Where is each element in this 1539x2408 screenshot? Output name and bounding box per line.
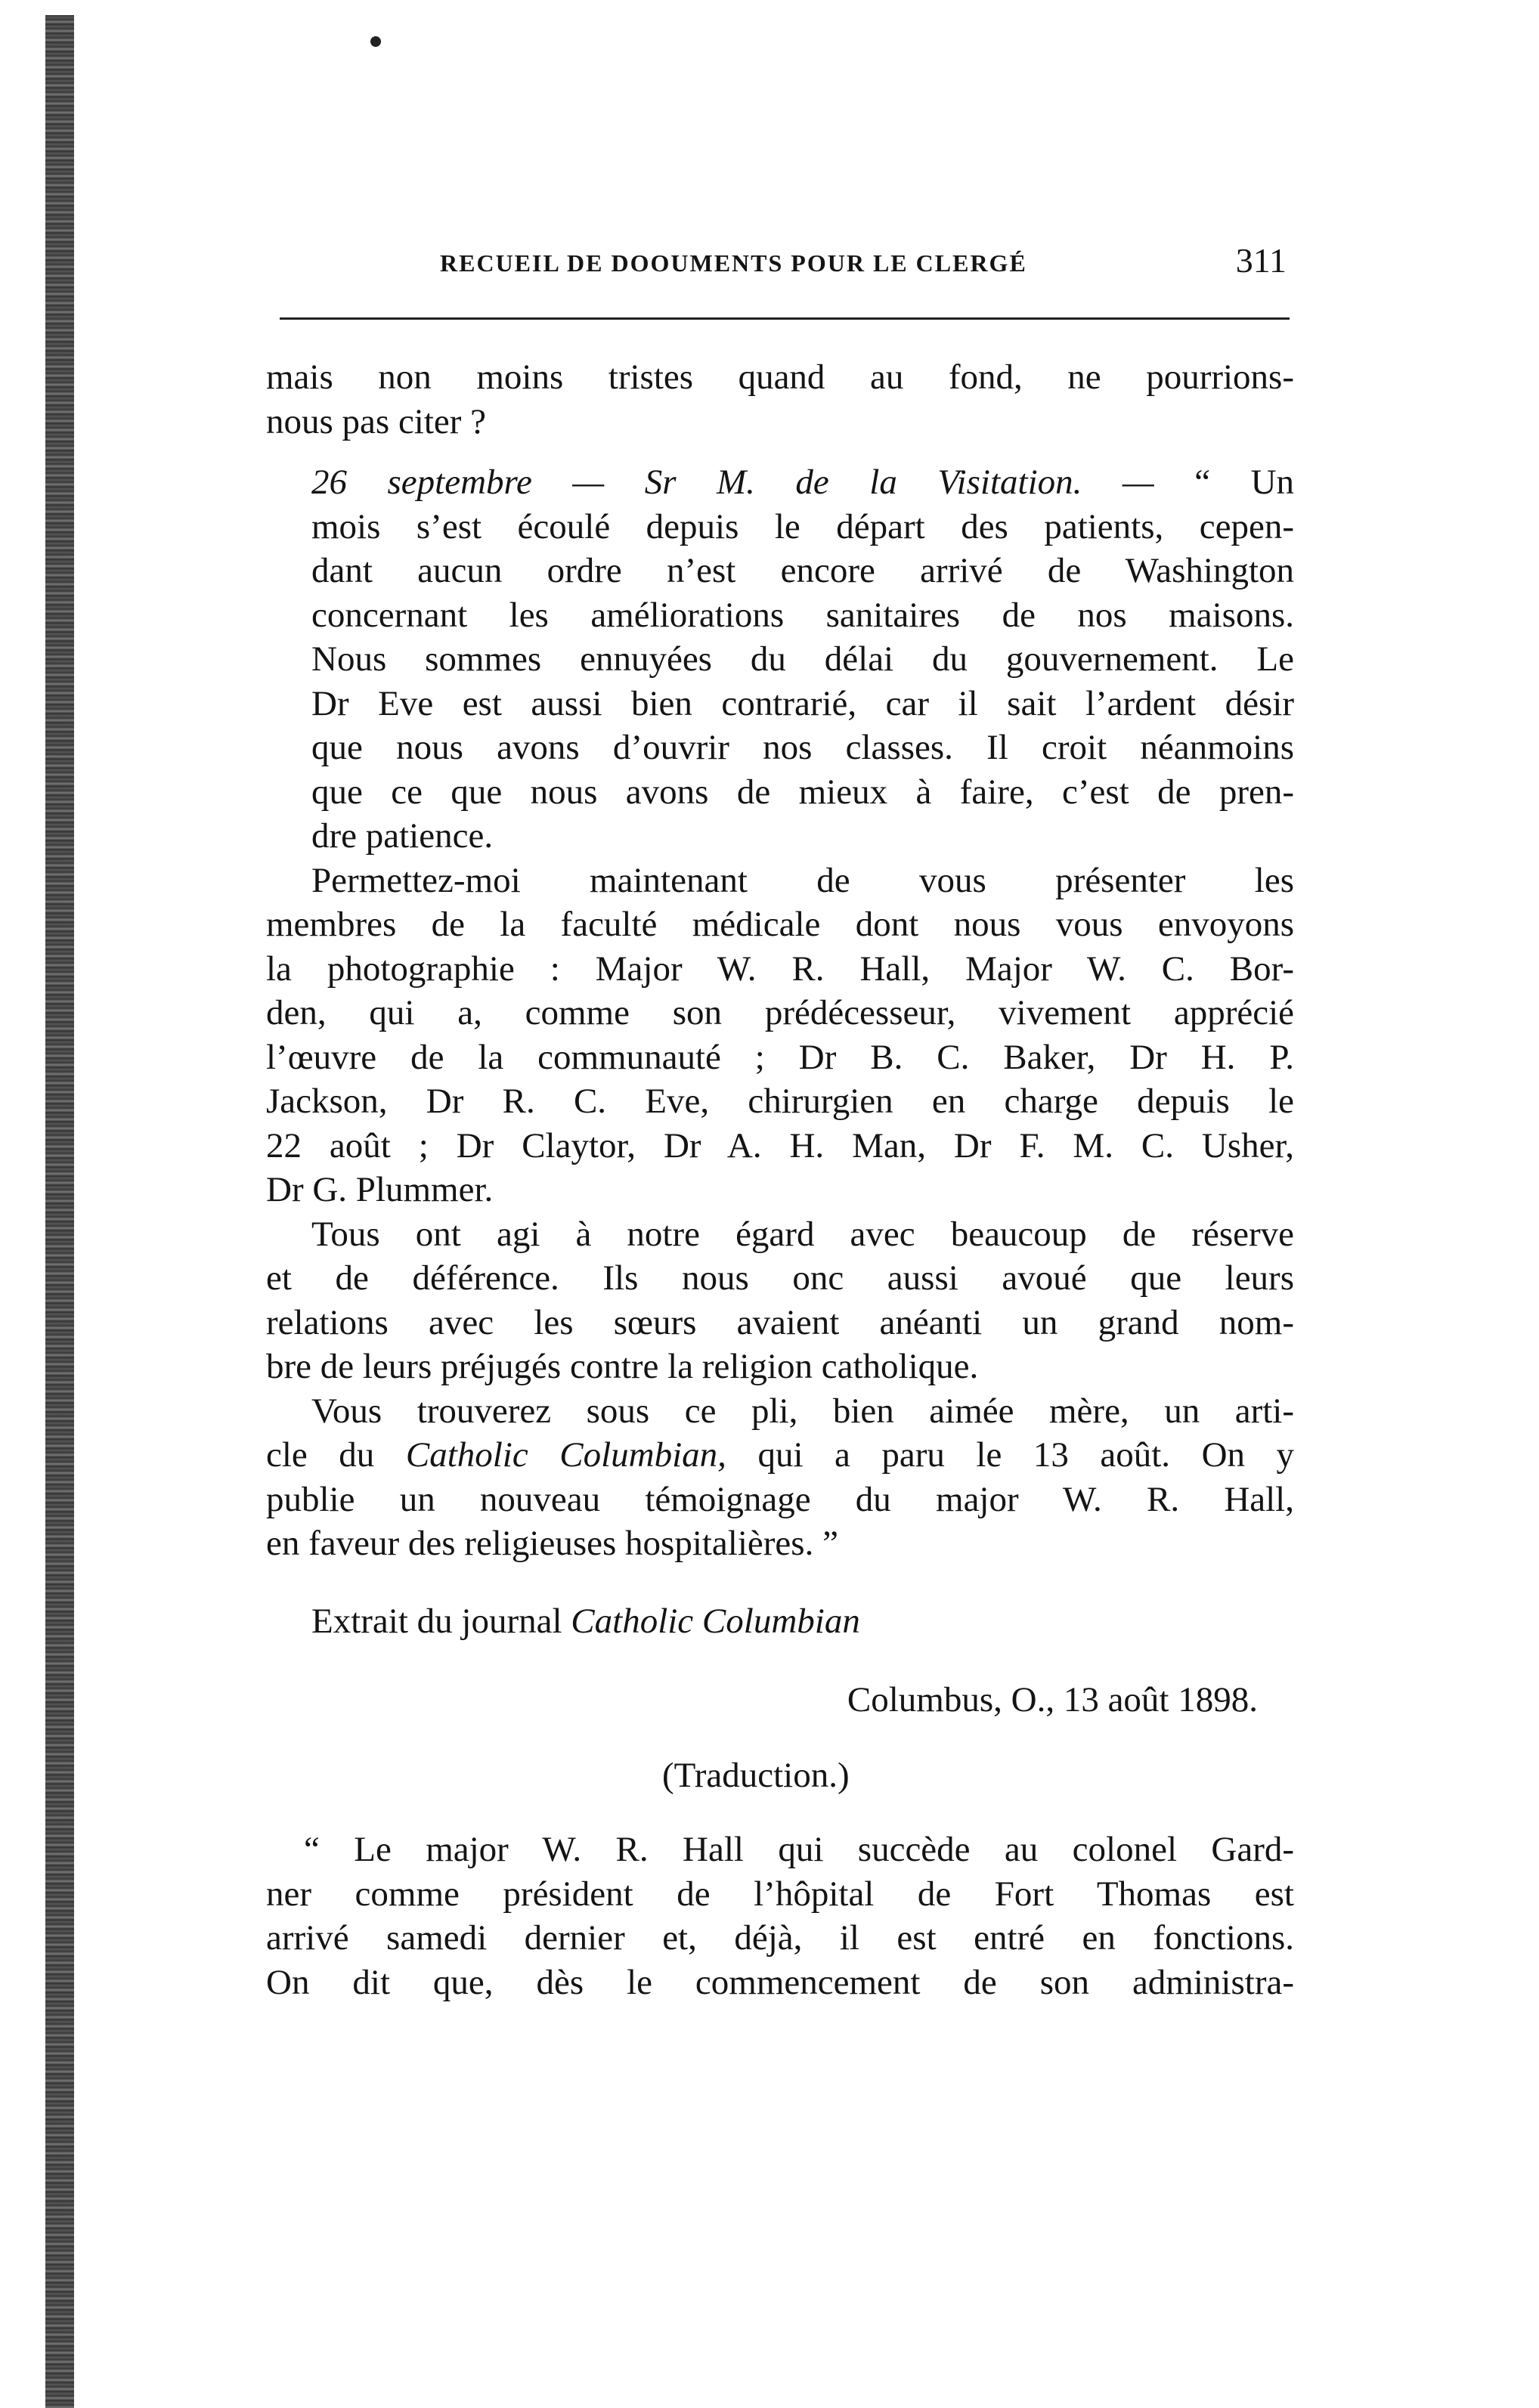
newspaper-title: Catholic Columbian — [571, 1602, 860, 1641]
text-line: 22 août ; Dr Claytor, Dr A. H. Man, Dr F. M. C. Usher, — [266, 1125, 1294, 1165]
translation-note: (Traduction.) — [662, 1756, 850, 1795]
text-line: que ce que nous avons de mieux à faire, c’est de pren- — [311, 772, 1294, 812]
running-title: RECUEIL DE DOOUMENTS POUR LE CLERGÉ — [440, 249, 1027, 277]
text-line: Permettez-moi maintenant de vous présenter les — [311, 860, 1294, 900]
paragraph-4 — [266, 1212, 1294, 1389]
paragraph-2 — [266, 460, 1294, 859]
text-line: Nous sommes ennuyées du délai du gouvernement. Le — [311, 639, 1294, 679]
text-line: den, qui a, comme son prédécesseur, vivement apprécié — [266, 993, 1294, 1032]
text-line: dre patience. — [311, 816, 494, 856]
paragraph-3 — [266, 859, 1294, 1212]
text-line: arrivé samedi dernier et, déjà, il est entré en fonctions. — [266, 1918, 1294, 1958]
text-line: nous pas citer ? — [266, 401, 487, 441]
text-line: concernant les améliorations sanitaires de nos maisons. — [311, 595, 1294, 635]
header-rule — [280, 317, 1290, 320]
newspaper-title: Catholic Columbian, — [405, 1435, 726, 1475]
text-line: publie un nouveau témoignage du major W. R. Hall, — [266, 1479, 1294, 1519]
quoted-article — [266, 1828, 1294, 2004]
text-line: mais non moins tristes quand au fond, ne pourrions- — [266, 357, 1294, 397]
text-line: que nous avons d’ouvrir nos classes. Il croit néanmoins — [311, 728, 1294, 767]
text-line: Jackson, Dr R. C. Eve, chirurgien en charge depuis le — [266, 1082, 1294, 1121]
text-line: On dit que, dès le commencement de son administra- — [266, 1962, 1294, 2002]
text-line: Dr Eve est aussi bien contrarié, car il sait l’ardent désir — [311, 683, 1294, 723]
paragraph-1 — [266, 355, 1294, 444]
text-line: et de déférence. Ils nous onc aussi avoué que leurs — [266, 1258, 1294, 1298]
text-line: Vous trouverez sous ce pli, bien aimée mère, un arti- — [311, 1391, 1294, 1431]
text-line: ner comme président de l’hôpital de Fort Thomas est — [266, 1874, 1294, 1914]
ink-spot — [370, 36, 381, 47]
date-heading: 26 septembre — Sr M. de la Visitation. — — [311, 463, 1154, 502]
book-binding-edge — [45, 15, 74, 2408]
text-line: 26 septembre — Sr M. de la Visitation. — “ Un — [311, 463, 1295, 502]
text-line: Dr G. Plummer. — [266, 1170, 494, 1209]
text-line: mois s’est écoulé depuis le départ des patients, cepen- — [311, 506, 1294, 546]
body-text — [266, 355, 1294, 1566]
text-line: cle du Catholic Columbian, qui a paru le 13 août. On y — [266, 1435, 1295, 1475]
text-line: bre de leurs préjugés contre la religion catholique. — [266, 1347, 979, 1386]
text-line: la photographie : Major W. R. Hall, Major W. C. Bor- — [266, 949, 1294, 989]
text-line: dant aucun ordre n’est encore arrivé de Washington — [311, 551, 1294, 590]
dateline: Columbus, O., 13 août 1898. — [847, 1680, 1258, 1719]
page-header — [274, 240, 1287, 286]
text-line: l’œuvre de la communauté ; Dr B. C. Baker, Dr H. P. — [266, 1037, 1294, 1077]
text-line: en faveur des religieuses hospitalières. ” — [266, 1524, 838, 1563]
text-line: membres de la faculté médicale dont nous vous envoyons — [266, 905, 1294, 944]
extract-heading: Extrait du journal Catholic Columbian — [311, 1602, 860, 1641]
paragraph-6 — [266, 1828, 1294, 2004]
paragraph-5 — [266, 1389, 1294, 1566]
page-number: 311 — [1235, 241, 1287, 280]
text-line: “ Le major W. R. Hall qui succède au colonel Gard- — [304, 1830, 1294, 1869]
text-line: Tous ont agi à notre égard avec beaucoup de réserve — [311, 1214, 1294, 1254]
text-line: relations avec les sœurs avaient anéanti un grand nom- — [266, 1302, 1294, 1342]
